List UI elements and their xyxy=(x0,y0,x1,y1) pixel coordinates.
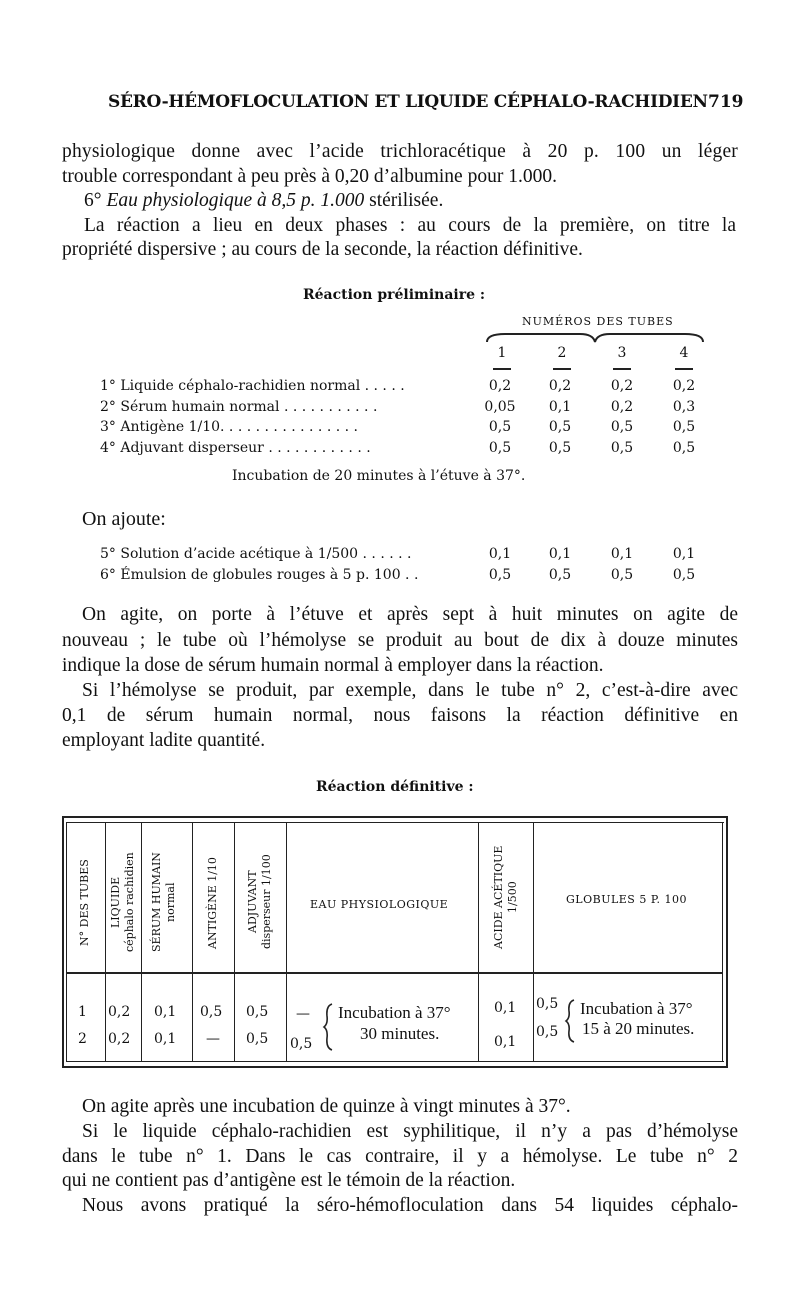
def-cell-acide: 0,1 xyxy=(494,1034,517,1050)
col-header-antigene: ANTIGÈNE 1/10 xyxy=(206,857,219,949)
intro-line-2: trouble correspondant à peu près à 0,20 d’albumine pour 1.000. xyxy=(62,166,557,187)
prelim-cell: 0,5 xyxy=(610,567,634,583)
prelim-cell: 0,2 xyxy=(672,378,696,394)
prelim-cell: 0,2 xyxy=(548,378,572,394)
col-header-eau: EAU PHYSIOLOGIQUE xyxy=(310,898,449,911)
prelim-cell: 0,5 xyxy=(488,440,512,456)
col-header-serum: SÉRUM HUMAIN normal xyxy=(150,852,177,952)
def-cell-adjuvant: 0,5 xyxy=(246,1004,269,1020)
col-header-tubes: N° DES TUBES xyxy=(78,859,91,947)
prelim-cell: 0,1 xyxy=(548,546,572,562)
def-cell-liquide: 0,2 xyxy=(108,1031,131,1047)
tube-number: 4 xyxy=(679,345,689,361)
def-cell-serum: 0,1 xyxy=(154,1004,177,1020)
col-header-globules: GLOBULES 5 P. 100 xyxy=(566,893,687,906)
prelim-row-label: 4° Adjuvant disperseur . . . . . . . . . . . . xyxy=(100,440,371,456)
prelim-cell: 0,5 xyxy=(610,440,634,456)
prelim-cell: 0,05 xyxy=(484,399,516,415)
def-cell-eau: — xyxy=(296,1006,310,1022)
prelim-cell: 0,1 xyxy=(488,546,512,562)
prelim-cell: 0,5 xyxy=(672,419,696,435)
para2-line-2: nouveau ; le tube où l’hémolyse se produit au bout de dix à douze minutes xyxy=(62,630,738,651)
item-rest: stérilisée. xyxy=(369,190,444,211)
para2-line-3: indique la dose de sérum humain normal à employer dans la réaction. xyxy=(62,655,604,676)
running-header: SÉRO-HÉMOFLOCULATION ET LIQUIDE CÉPHALO-RACHIDIEN xyxy=(108,92,708,112)
para3-line-3: dans le tube n° 1. Dans le cas contraire, il y a hémolyse. Le tube n° 2 xyxy=(62,1146,738,1167)
def-cell-adjuvant: 0,5 xyxy=(246,1031,269,1047)
col-header-adjuvant: ADJUVANT disperseur 1/100 xyxy=(246,854,273,950)
prelim-cell: 0,5 xyxy=(548,567,572,583)
def-cell-acide: 0,1 xyxy=(494,1000,517,1016)
incub-eau-line-2: 30 minutes. xyxy=(360,1024,440,1043)
def-cell-tube: 1 xyxy=(78,1004,87,1020)
prelim-cell: 0,3 xyxy=(672,399,696,415)
prelim-cell: 0,5 xyxy=(548,419,572,435)
prelim-cell: 0,2 xyxy=(610,399,634,415)
item-number: 6° xyxy=(84,190,102,211)
def-cell-globules: 0,5 xyxy=(536,1024,559,1040)
def-cell-eau: 0,5 xyxy=(290,1036,313,1052)
tube-number: 3 xyxy=(617,345,627,361)
prelim-cell: 0,5 xyxy=(548,440,572,456)
incub-globules-line-2: 15 à 20 minutes. xyxy=(582,1019,695,1038)
para3-line-1: On agite après une incubation de quinze à vingt minutes à 37°. xyxy=(82,1096,571,1117)
brace-globules xyxy=(564,998,578,1044)
prelim-row-label: 5° Solution d’acide acétique à 1/500 . . . . . . xyxy=(100,546,412,562)
eau-physiologique-title: Eau physiologique à 8,5 p. 1.000 xyxy=(106,190,365,211)
prelim-row-label: 3° Antigène 1/10. . . . . . . . . . . . . . . . xyxy=(100,419,358,435)
tube-number: 1 xyxy=(497,345,507,361)
incub-eau-line-1: Incubation à 37° xyxy=(338,1003,451,1022)
prelim-cell: 0,5 xyxy=(672,440,696,456)
def-cell-antigene: 0,5 xyxy=(200,1004,223,1020)
para2-line-1: On agite, on porte à l’étuve et après sept à huit minutes on agite de xyxy=(82,604,738,625)
prelim-cell: 0,5 xyxy=(488,419,512,435)
para3-line-2: Si le liquide céphalo-rachidien est syphilitique, il n’y a pas d’hémolyse xyxy=(82,1121,738,1142)
def-cell-antigene: — xyxy=(206,1031,220,1047)
tubes-group-label: NUMÉROS DES TUBES xyxy=(522,315,674,328)
incubation-note: Incubation de 20 minutes à l’étuve à 37°. xyxy=(232,468,526,484)
col-header-acide: ACIDE ACÉTIQUE 1/500 xyxy=(492,845,519,949)
def-cell-tube: 2 xyxy=(78,1031,87,1047)
tubes-brace xyxy=(485,330,705,344)
intro-line-5: propriété dispersive ; au cours de la seconde, la réaction définitive. xyxy=(62,239,583,260)
prelim-cell: 0,5 xyxy=(488,567,512,583)
prelim-row-label: 2° Sérum humain normal . . . . . . . . . . . xyxy=(100,399,378,415)
prelim-row-label: 1° Liquide céphalo-rachidien normal . . . . . xyxy=(100,378,405,394)
prelim-cell: 0,2 xyxy=(610,378,634,394)
on-ajoute: On ajoute: xyxy=(82,508,166,530)
incub-globules-line-1: Incubation à 37° xyxy=(580,999,693,1018)
para2-line-4: Si l’hémolyse se produit, par exemple, dans le tube n° 2, c’est-à-dire avec xyxy=(82,680,738,701)
prelim-row-label: 6° Émulsion de globules rouges à 5 p. 100 . . xyxy=(100,567,419,583)
tube-number: 2 xyxy=(557,345,567,361)
prelim-cell: 0,1 xyxy=(610,546,634,562)
para2-line-6: employant ladite quantité. xyxy=(62,730,266,751)
prelim-cell: 0,1 xyxy=(672,546,696,562)
para3-line-5: Nous avons pratiqué la séro-hémofloculation dans 54 liquides céphalo- xyxy=(82,1195,738,1216)
def-cell-liquide: 0,2 xyxy=(108,1004,131,1020)
intro-line-1: physiologique donne avec l’acide trichloracétique à 20 p. 100 un léger xyxy=(62,141,738,162)
prelim-title: Réaction préliminaire : xyxy=(303,287,486,303)
intro-line-3 xyxy=(84,190,443,212)
definitive-title: Réaction définitive : xyxy=(316,779,474,795)
intro-line-4: La réaction a lieu en deux phases : au cours de la première, on titre la xyxy=(84,215,736,236)
para3-line-4: qui ne contient pas d’antigène est le témoin de la réaction. xyxy=(62,1170,516,1191)
prelim-cell: 0,2 xyxy=(488,378,512,394)
def-cell-globules: 0,5 xyxy=(536,996,559,1012)
para2-line-5: 0,1 de sérum humain normal, nous faisons la réaction définitive en xyxy=(62,705,738,726)
col-header-liquide: LIQUIDE céphalo rachidien xyxy=(109,852,136,952)
def-cell-serum: 0,1 xyxy=(154,1031,177,1047)
brace-eau xyxy=(322,1002,336,1052)
page-number: 719 xyxy=(708,92,744,112)
prelim-cell: 0,5 xyxy=(672,567,696,583)
prelim-cell: 0,1 xyxy=(548,399,572,415)
prelim-cell: 0,5 xyxy=(610,419,634,435)
